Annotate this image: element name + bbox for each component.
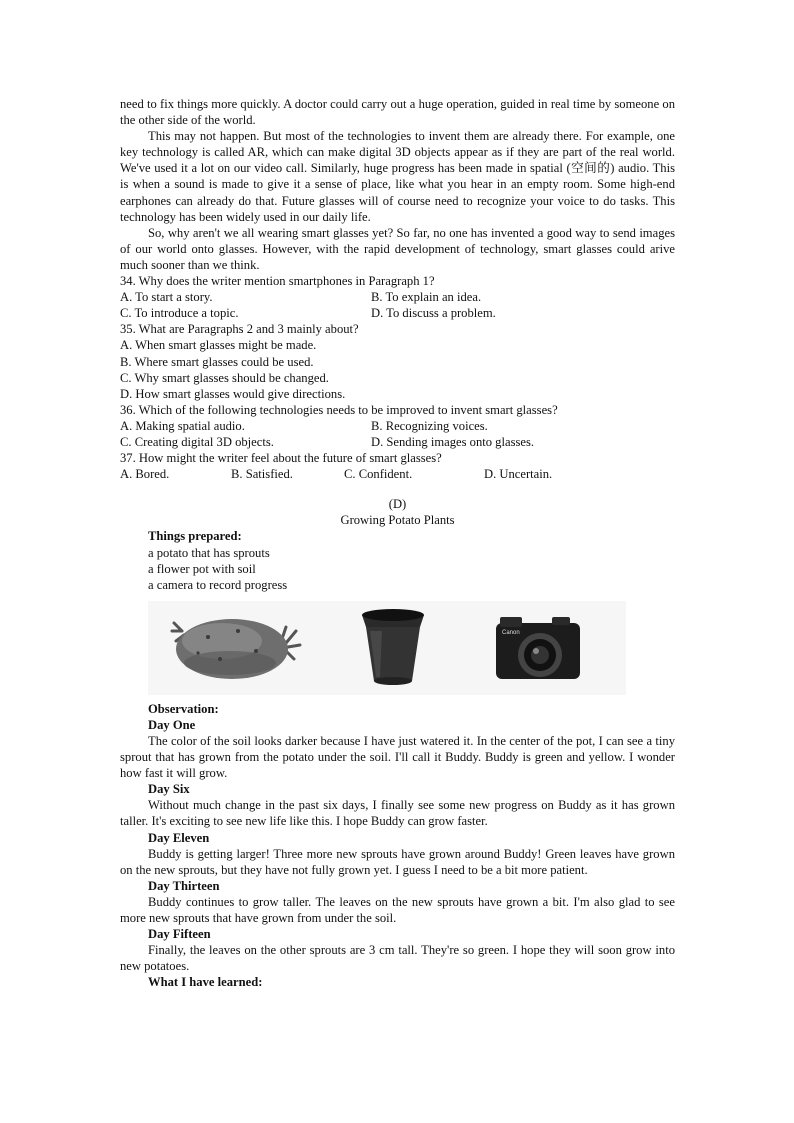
learned-heading: What I have learned:: [148, 975, 263, 990]
option-a: A. Making spatial audio.: [120, 418, 245, 433]
passage-d-title: Growing Potato Plants: [340, 513, 455, 528]
passage-c-para2: This may not happen. But most of the technologies to invent them are already there. For example, one key technology is called AR, which can make digital 3D objects appear as if they are part of the real world. We've used it a lot on our video call. Similarly, huge progress has been made in spatial (空间的) audio. This is when a sound is made to give it a sense of place, like what you hear in an empty room. Some high-end earphones can already do that. Future glasses will of course need to recognize your voice to do tasks. This technology has been widely used in our daily life.: [120, 129, 675, 224]
day-entry-one: [120, 717, 675, 781]
option-c: C. Why smart glasses should be changed.: [120, 370, 329, 385]
option-a: A. To start a story.: [120, 290, 213, 305]
day-text: Buddy is getting larger! Three more new sprouts have grown around Buddy! Green leaves have grown on the new sprouts, but they have not fully grown yet. I guess I need to be a bit more patient.: [120, 846, 675, 877]
day-text: Without much change in the past six days, I finally see some new progress on Buddy as it has grown taller. It's exciting to see new life like this. I hope Buddy can grow faster.: [120, 798, 675, 829]
prepared-item-pot: a flower pot with soil: [148, 561, 256, 576]
passage-d-label: (D): [388, 497, 407, 512]
day-entry-eleven: [120, 830, 675, 878]
option-d: D. How smart glasses would give directions.: [120, 386, 346, 401]
day-label: Day Fifteen: [148, 927, 211, 942]
prepared-item-camera: a camera to record progress: [148, 577, 288, 592]
question-34: [120, 273, 675, 321]
option-c: C. Creating digital 3D objects.: [120, 434, 274, 449]
option-d: D. To discuss a problem.: [371, 306, 496, 321]
option-b: B. To explain an idea.: [371, 290, 482, 305]
prepared-items-illustration: [148, 601, 626, 695]
prepared-item-potato: a potato that has sprouts: [148, 545, 270, 560]
day-text: Buddy continues to grow taller. The leaves on the new sprouts have grown a bit. I'm also glad to see more new sprouts that have grown from under the soil.: [120, 894, 675, 926]
option-d: D. Uncertain.: [484, 467, 553, 482]
question-stem: 36. Which of the following technologies needs to be improved to invent smart glasses?: [120, 402, 558, 417]
flower-pot-icon: [348, 601, 438, 691]
day-label: Day Thirteen: [148, 878, 220, 893]
option-b: B. Recognizing voices.: [371, 418, 488, 433]
option-b: B. Satisfied.: [231, 467, 293, 482]
question-stem: 37. How might the writer feel about the future of smart glasses?: [120, 451, 442, 466]
option-d: D. Sending images onto glasses.: [371, 434, 535, 449]
question-37: [120, 450, 675, 482]
camera-icon: [488, 601, 588, 691]
prepared-heading: Things prepared:: [148, 529, 242, 544]
question-stem: 34. Why does the writer mention smartphones in Paragraph 1?: [120, 274, 435, 289]
passage-c-para3: So, why aren't we all wearing smart glasses yet? So far, no one has invented a good way to send images of our world onto glasses. However, with the rapid development of technology, smart glasses could arive much sooner than we think.: [120, 225, 675, 272]
day-label: Day Six: [148, 782, 190, 797]
day-entry-thirteen: [120, 878, 675, 926]
day-label: Day Eleven: [148, 830, 210, 845]
day-label: Day One: [148, 717, 196, 732]
question-stem: 35. What are Paragraphs 2 and 3 mainly about?: [120, 322, 359, 337]
option-b: B. Where smart glasses could be used.: [120, 354, 314, 369]
day-entry-six: [120, 781, 675, 829]
day-entry-fifteen: [120, 926, 675, 974]
potato-icon: [168, 601, 308, 691]
day-text: Finally, the leaves on the other sprouts are 3 cm tall. They're so green. I hope they will soon grow into new potatoes.: [120, 943, 675, 974]
option-a: A. When smart glasses might be made.: [120, 338, 317, 353]
question-35: [120, 321, 675, 401]
option-c: C. Confident.: [344, 467, 413, 482]
day-text: The color of the soil looks darker because I have just watered it. In the center of the pot, I can see a tiny sprout that has grown from the potato under the soil. I'll call it Buddy. Buddy is green and yellow. I wonder how fast it will grow.: [120, 734, 675, 781]
option-a: A. Bored.: [120, 467, 170, 482]
observation-heading: Observation:: [148, 701, 219, 716]
camera-brand: Canon: [502, 629, 520, 636]
option-c: C. To introduce a topic.: [120, 306, 239, 321]
question-36: [120, 402, 675, 450]
passage-c-para1-end: need to fix things more quickly. A doctor could carry out a huge operation, guided in real time by someone on the other side of the world.: [120, 97, 675, 128]
document-page: [120, 96, 675, 991]
